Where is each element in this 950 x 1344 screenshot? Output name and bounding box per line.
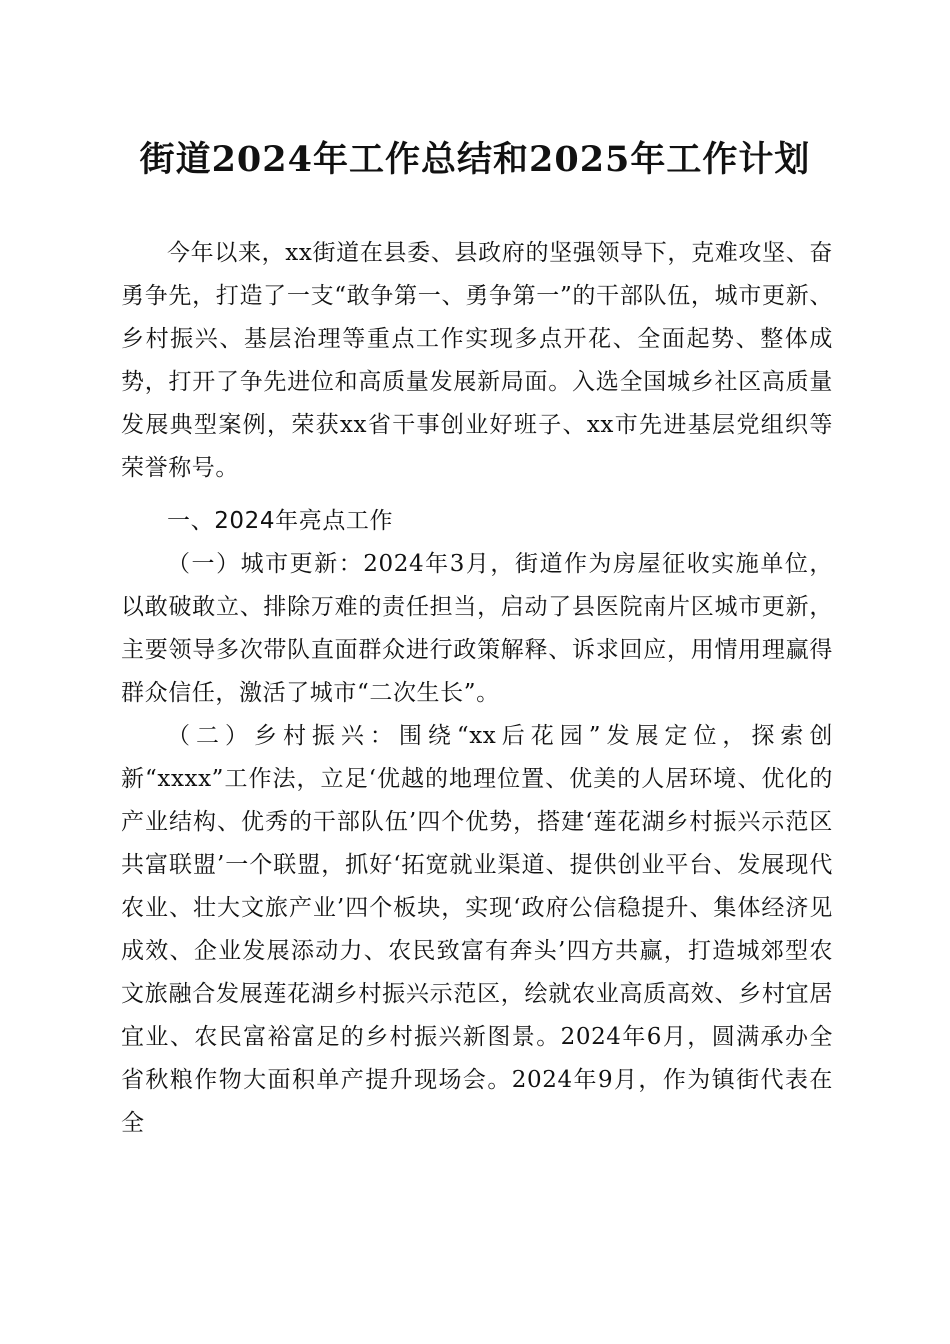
section-block	[121, 500, 833, 1145]
section-heading: 一、2024年亮点工作	[167, 508, 394, 534]
intro-block	[121, 232, 833, 490]
subsection-rural-revitalization: （二）乡村振兴：围绕“xx后花园”发展定位，探索创新“xxxx”工作法，立足‘优越的地理位置、优美的人居环境、优化的产业结构、优秀的干部队伍’四个优势，搭建‘莲花湖乡村振兴示范区共富联盟’一个联盟，抓好‘拓宽就业渠道、提供创业平台、发展现代农业、壮大文旅产业’四个板块，实现‘政府公信稳提升、集体经济见成效、企业发展添动力、农民致富有奔头’四方共赢，打造城郊型农文旅融合发展莲花湖乡村振兴示范区，绘就农业高质高效、乡村宜居宜业、农民富裕富足的乡村振兴新图景。2024年6月，圆满承办全省秋粮作物大面积单产提升现场会。2024年9月，作为镇街代表在全	[121, 723, 833, 1136]
intro-paragraph: 今年以来，xx街道在县委、县政府的坚强领导下，克难攻坚、奋勇争先，打造了一支“敢争第一、勇争第一”的干部队伍，城市更新、乡村振兴、基层治理等重点工作实现多点开花、全面起势、整体成势，打开了争先进位和高质量发展新局面。入选全国城乡社区高质量发展典型案例，荣获xx省干事创业好班子、xx市先进基层党组织等荣誉称号。	[121, 240, 833, 481]
document-title: 街道2024年工作总结和2025年工作计划	[139, 139, 811, 180]
subsection-urban-renewal: （一）城市更新：2024年3月，街道作为房屋征收实施单位，以敢破敢立、排除万难的责任担当，启动了县医院南片区城市更新，主要领导多次带队直面群众进行政策解释、诉求回应，用情用理赢得群众信任，激活了城市“二次生长”。	[121, 551, 833, 706]
